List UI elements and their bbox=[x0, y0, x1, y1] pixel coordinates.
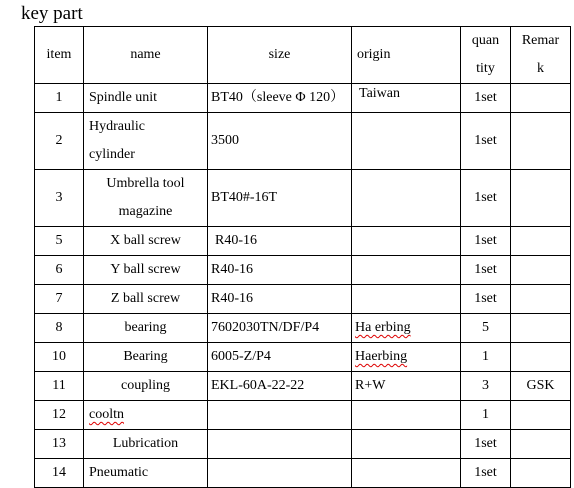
cell-item: 13 bbox=[35, 430, 84, 459]
table-row bbox=[35, 113, 571, 170]
cell-origin bbox=[352, 459, 461, 488]
header-size: size bbox=[208, 27, 352, 84]
cell-origin bbox=[352, 256, 461, 285]
cell-size: 6005-Z/P4 bbox=[208, 343, 352, 372]
cell-name: Spindle unit bbox=[84, 84, 208, 113]
header-quantity bbox=[461, 27, 511, 84]
cell-remark: GSK bbox=[511, 372, 571, 401]
cell-item: 8 bbox=[35, 314, 84, 343]
header-quantity-line2: tity bbox=[476, 61, 495, 76]
cell-size: EKL-60A-22-22 bbox=[208, 372, 352, 401]
cell-size: BT40#-16T bbox=[208, 170, 352, 227]
cell-quantity: 1set bbox=[461, 84, 511, 113]
cell-quantity: 1set bbox=[461, 459, 511, 488]
cell-size: R40-16 bbox=[208, 285, 352, 314]
cell-name bbox=[84, 401, 208, 430]
cell-size bbox=[208, 430, 352, 459]
cell-name-line2: magazine bbox=[118, 204, 173, 219]
table-row bbox=[35, 170, 571, 227]
table-row bbox=[35, 430, 571, 459]
cell-item: 6 bbox=[35, 256, 84, 285]
cell-origin bbox=[352, 170, 461, 227]
cell-name bbox=[84, 170, 208, 227]
cell-item: 14 bbox=[35, 459, 84, 488]
cell-origin bbox=[352, 314, 461, 343]
cell-item: 5 bbox=[35, 227, 84, 256]
cell-item: 2 bbox=[35, 113, 84, 170]
cell-quantity: 1set bbox=[461, 256, 511, 285]
table-row bbox=[35, 314, 571, 343]
cell-name: X ball screw bbox=[84, 227, 208, 256]
cell-name: Pneumatic bbox=[84, 459, 208, 488]
table-row bbox=[35, 372, 571, 401]
table-row bbox=[35, 227, 571, 256]
header-row bbox=[35, 27, 571, 84]
cell-origin bbox=[352, 285, 461, 314]
cell-item: 10 bbox=[35, 343, 84, 372]
header-remark bbox=[511, 27, 571, 84]
cell-remark bbox=[511, 314, 571, 343]
cell-origin-text: Ha erbing bbox=[355, 320, 411, 335]
header-item: item bbox=[35, 27, 84, 84]
cell-name-line1: Umbrella tool bbox=[106, 176, 185, 191]
cell-remark bbox=[511, 285, 571, 314]
table-row bbox=[35, 401, 571, 430]
cell-quantity: 1set bbox=[461, 285, 511, 314]
cell-size bbox=[208, 459, 352, 488]
cell-origin: R+W bbox=[352, 372, 461, 401]
cell-item: 7 bbox=[35, 285, 84, 314]
cell-quantity: 5 bbox=[461, 314, 511, 343]
cell-origin bbox=[352, 430, 461, 459]
cell-item: 1 bbox=[35, 84, 84, 113]
cell-item: 3 bbox=[35, 170, 84, 227]
cell-quantity: 1set bbox=[461, 430, 511, 459]
cell-name: Y ball screw bbox=[84, 256, 208, 285]
cell-origin bbox=[352, 113, 461, 170]
cell-remark bbox=[511, 459, 571, 488]
key-parts-table bbox=[34, 26, 571, 488]
cell-remark bbox=[511, 401, 571, 430]
table-row bbox=[35, 84, 571, 113]
document-title: key part bbox=[21, 3, 83, 24]
cell-origin: Taiwan bbox=[352, 84, 461, 113]
cell-size bbox=[208, 401, 352, 430]
cell-remark bbox=[511, 343, 571, 372]
header-origin: origin bbox=[352, 27, 461, 84]
header-remark-line1: Remar bbox=[521, 33, 560, 48]
table-row bbox=[35, 343, 571, 372]
cell-quantity: 1 bbox=[461, 343, 511, 372]
cell-quantity: 1set bbox=[461, 227, 511, 256]
cell-size: BT40（sleeve Φ 120） bbox=[208, 84, 352, 113]
cell-name-line1: Hydraulic bbox=[89, 119, 145, 134]
cell-quantity: 1set bbox=[461, 113, 511, 170]
cell-origin bbox=[352, 227, 461, 256]
cell-origin-text: Haerbing bbox=[355, 349, 408, 364]
cell-name: coupling bbox=[84, 372, 208, 401]
cell-remark bbox=[511, 430, 571, 459]
cell-remark bbox=[511, 170, 571, 227]
cell-remark bbox=[511, 256, 571, 285]
cell-origin bbox=[352, 343, 461, 372]
cell-name-line2: cylinder bbox=[89, 147, 135, 162]
cell-remark bbox=[511, 84, 571, 113]
table-row bbox=[35, 285, 571, 314]
table-row bbox=[35, 256, 571, 285]
cell-item: 11 bbox=[35, 372, 84, 401]
cell-quantity: 1 bbox=[461, 401, 511, 430]
cell-name-text: cooltn bbox=[89, 407, 124, 422]
cell-name bbox=[84, 113, 208, 170]
header-name: name bbox=[84, 27, 208, 84]
cell-size: 7602030TN/DF/P4 bbox=[208, 314, 352, 343]
cell-quantity: 3 bbox=[461, 372, 511, 401]
cell-name: bearing bbox=[84, 314, 208, 343]
cell-name: Z ball screw bbox=[84, 285, 208, 314]
cell-name: Lubrication bbox=[84, 430, 208, 459]
header-remark-line2: k bbox=[537, 61, 544, 76]
table-row bbox=[35, 459, 571, 488]
cell-origin bbox=[352, 401, 461, 430]
cell-quantity: 1set bbox=[461, 170, 511, 227]
cell-remark bbox=[511, 113, 571, 170]
cell-remark bbox=[511, 227, 571, 256]
cell-name: Bearing bbox=[84, 343, 208, 372]
cell-size: R40-16 bbox=[208, 227, 352, 256]
cell-item: 12 bbox=[35, 401, 84, 430]
cell-size: 3500 bbox=[208, 113, 352, 170]
cell-size: R40-16 bbox=[208, 256, 352, 285]
header-quantity-line1: quan bbox=[471, 33, 500, 48]
